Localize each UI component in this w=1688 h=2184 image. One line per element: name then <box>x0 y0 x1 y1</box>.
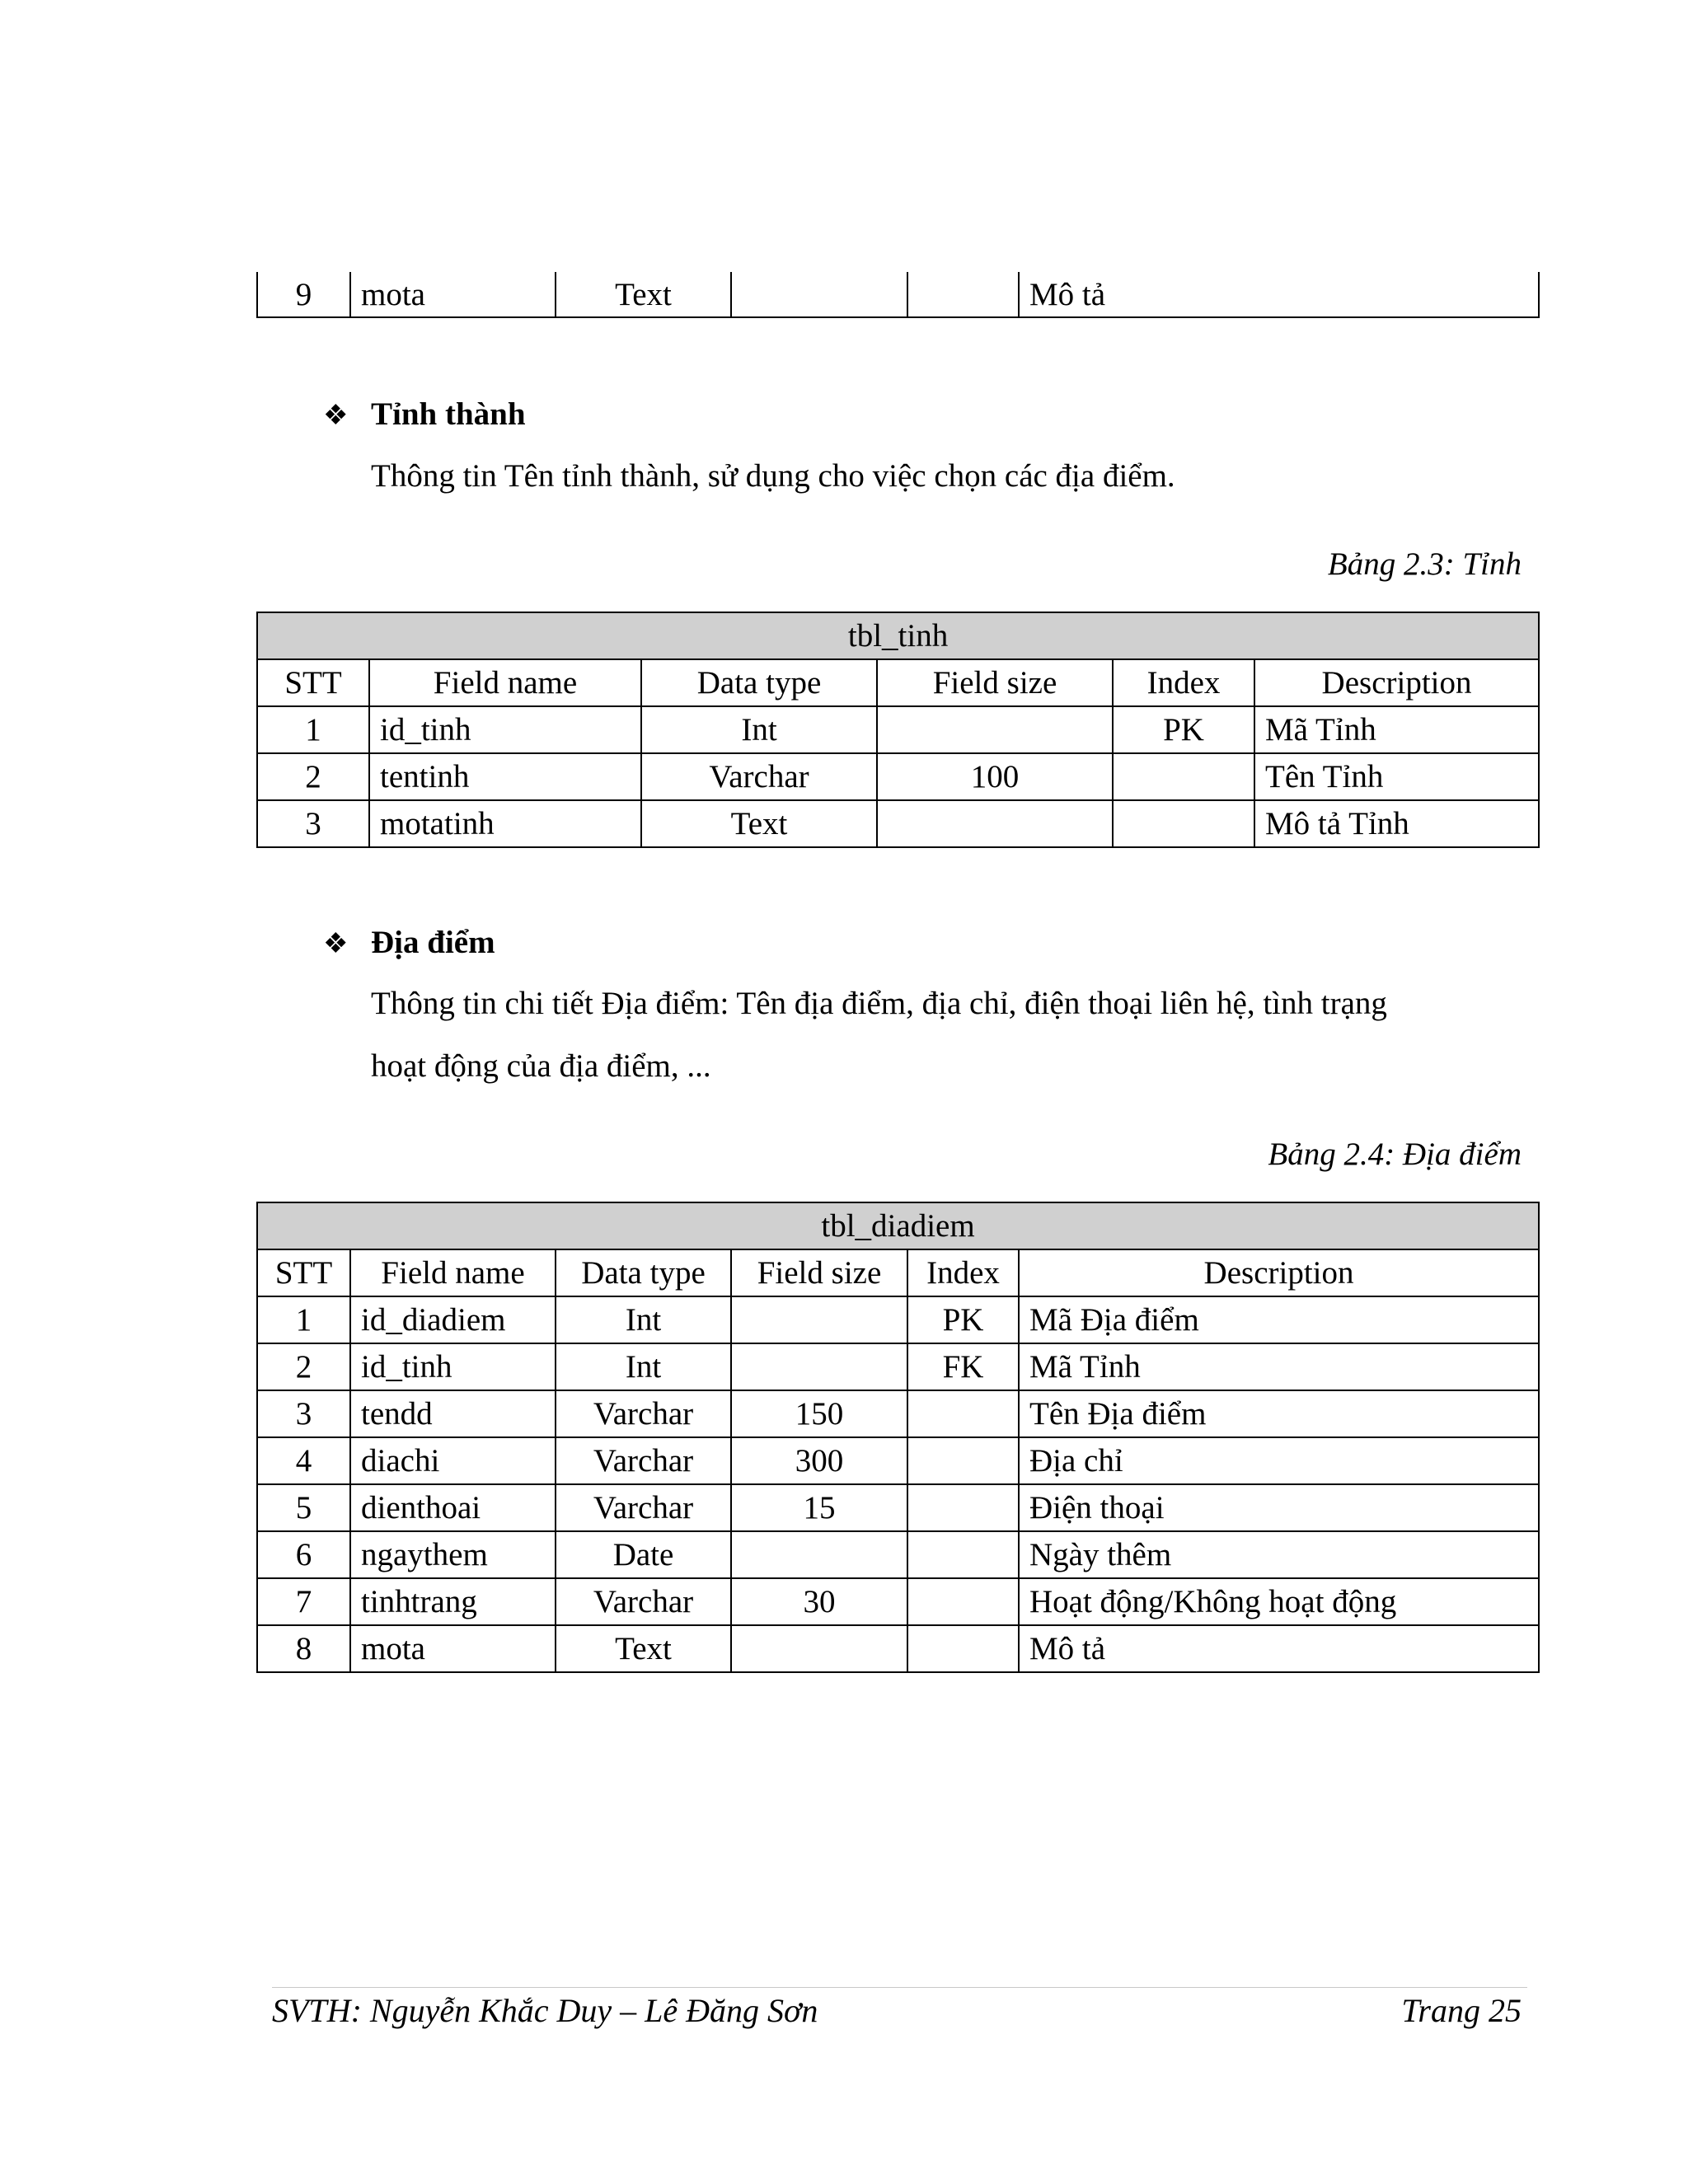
cell-field-size <box>877 800 1113 847</box>
cell-field-name: mota <box>350 1625 556 1672</box>
table-header-row <box>257 659 1539 706</box>
cell-description: Mã Tỉnh <box>1254 706 1539 753</box>
cell-field-size: 300 <box>731 1437 907 1484</box>
cell-data-type: Varchar <box>556 1390 731 1437</box>
cell-data-type: Int <box>556 1343 731 1390</box>
cell-field-name: tendd <box>350 1390 556 1437</box>
cell-description: Tên Địa điểm <box>1019 1390 1539 1437</box>
cell-data-type: Varchar <box>556 1484 731 1531</box>
cell-stt: 2 <box>257 753 369 800</box>
cell-field-size <box>731 272 907 317</box>
section-paragraph-line-2: hoạt động của địa điểm, ... <box>371 1048 711 1084</box>
cell-description: Mã Tỉnh <box>1019 1343 1539 1390</box>
section-heading: Tỉnh thành <box>371 396 526 432</box>
cell-field-name: tinhtrang <box>350 1578 556 1625</box>
continued-table <box>256 272 1540 318</box>
column-header: Data type <box>556 1249 731 1296</box>
cell-description: Tên Tỉnh <box>1254 753 1539 800</box>
cell-description: Điện thoại <box>1019 1484 1539 1531</box>
footer-page-number: Trang 25 <box>1401 1992 1522 2029</box>
section-paragraph-line-1: Thông tin chi tiết Địa điểm: Tên địa điểm, địa chỉ, điện thoại liên hệ, tình trạng <box>371 986 1387 1021</box>
table-title-row <box>257 612 1539 659</box>
table-row <box>257 1531 1539 1578</box>
cell-field-size <box>731 1296 907 1343</box>
table-title: tbl_tinh <box>257 612 1539 659</box>
cell-field-name: diachi <box>350 1437 556 1484</box>
table-tbl-diadiem <box>256 1202 1540 1673</box>
cell-index <box>907 1531 1019 1578</box>
cell-field-size <box>877 706 1113 753</box>
cell-stt: 7 <box>257 1578 350 1625</box>
cell-field-size: 30 <box>731 1578 907 1625</box>
table-row <box>257 1578 1539 1625</box>
cell-index <box>907 1437 1019 1484</box>
column-header: Data type <box>641 659 877 706</box>
cell-data-type: Varchar <box>556 1437 731 1484</box>
diamond-bullet-icon: ❖ <box>323 929 349 959</box>
column-header: Field name <box>369 659 641 706</box>
table-row <box>257 1296 1539 1343</box>
table-row <box>257 1437 1539 1484</box>
table-row <box>257 272 1539 317</box>
cell-index: PK <box>1113 706 1254 753</box>
table-caption: Bảng 2.3: Tỉnh <box>1327 546 1522 582</box>
column-header: Description <box>1019 1249 1539 1296</box>
column-header: Index <box>1113 659 1254 706</box>
column-header: STT <box>257 1249 350 1296</box>
cell-description: Mô tả <box>1019 272 1539 317</box>
table-row <box>257 1625 1539 1672</box>
cell-data-type: Text <box>556 272 731 317</box>
cell-data-type: Int <box>556 1296 731 1343</box>
cell-index <box>1113 800 1254 847</box>
table-tbl-tinh <box>256 612 1540 848</box>
column-header: Index <box>907 1249 1019 1296</box>
cell-stt: 4 <box>257 1437 350 1484</box>
cell-field-name: tentinh <box>369 753 641 800</box>
cell-stt: 6 <box>257 1531 350 1578</box>
cell-stt: 1 <box>257 706 369 753</box>
cell-stt: 3 <box>257 800 369 847</box>
cell-description: Mô tả Tỉnh <box>1254 800 1539 847</box>
cell-field-name: dienthoai <box>350 1484 556 1531</box>
cell-data-type: Text <box>556 1625 731 1672</box>
cell-stt: 1 <box>257 1296 350 1343</box>
table-title-row <box>257 1202 1539 1249</box>
table-row <box>257 1484 1539 1531</box>
section-heading: Địa điểm <box>371 925 495 960</box>
cell-field-name: ngaythem <box>350 1531 556 1578</box>
cell-index <box>907 1484 1019 1531</box>
footer-authors: SVTH: Nguyễn Khắc Duy – Lê Đăng Sơn <box>272 1992 818 2029</box>
table-caption: Bảng 2.4: Địa điểm <box>1268 1137 1522 1172</box>
footer-divider <box>272 1987 1527 1988</box>
cell-field-size <box>731 1343 907 1390</box>
cell-description: Ngày thêm <box>1019 1531 1539 1578</box>
cell-field-name: id_tinh <box>369 706 641 753</box>
cell-stt: 9 <box>257 272 350 317</box>
cell-data-type: Varchar <box>556 1578 731 1625</box>
table-header-row <box>257 1249 1539 1296</box>
cell-field-name: id_diadiem <box>350 1296 556 1343</box>
table-row <box>257 1343 1539 1390</box>
table-title: tbl_diadiem <box>257 1202 1539 1249</box>
cell-description: Mã Địa điểm <box>1019 1296 1539 1343</box>
cell-field-size <box>731 1625 907 1672</box>
cell-index: FK <box>907 1343 1019 1390</box>
cell-field-size: 15 <box>731 1484 907 1531</box>
table-row <box>257 706 1539 753</box>
cell-field-size: 150 <box>731 1390 907 1437</box>
column-header: Field size <box>877 659 1113 706</box>
cell-description: Mô tả <box>1019 1625 1539 1672</box>
section-paragraph: Thông tin Tên tỉnh thành, sử dụng cho việc chọn các địa điểm. <box>371 458 1175 494</box>
cell-stt: 3 <box>257 1390 350 1437</box>
cell-stt: 8 <box>257 1625 350 1672</box>
cell-field-name: motatinh <box>369 800 641 847</box>
cell-data-type: Varchar <box>641 753 877 800</box>
cell-field-name: id_tinh <box>350 1343 556 1390</box>
cell-data-type: Date <box>556 1531 731 1578</box>
cell-data-type: Int <box>641 706 877 753</box>
column-header: STT <box>257 659 369 706</box>
diamond-bullet-icon: ❖ <box>323 401 349 431</box>
cell-index: PK <box>907 1296 1019 1343</box>
cell-field-name: mota <box>350 272 556 317</box>
cell-stt: 5 <box>257 1484 350 1531</box>
cell-data-type: Text <box>641 800 877 847</box>
cell-index <box>1113 753 1254 800</box>
cell-description: Hoạt động/Không hoạt động <box>1019 1578 1539 1625</box>
cell-index <box>907 1578 1019 1625</box>
cell-field-size <box>731 1531 907 1578</box>
cell-field-size: 100 <box>877 753 1113 800</box>
column-header: Description <box>1254 659 1539 706</box>
column-header: Field name <box>350 1249 556 1296</box>
cell-index <box>907 1625 1019 1672</box>
column-header: Field size <box>731 1249 907 1296</box>
table-row <box>257 753 1539 800</box>
cell-description: Địa chỉ <box>1019 1437 1539 1484</box>
cell-index <box>907 1390 1019 1437</box>
cell-stt: 2 <box>257 1343 350 1390</box>
cell-index <box>907 272 1019 317</box>
table-row <box>257 1390 1539 1437</box>
table-row <box>257 800 1539 847</box>
